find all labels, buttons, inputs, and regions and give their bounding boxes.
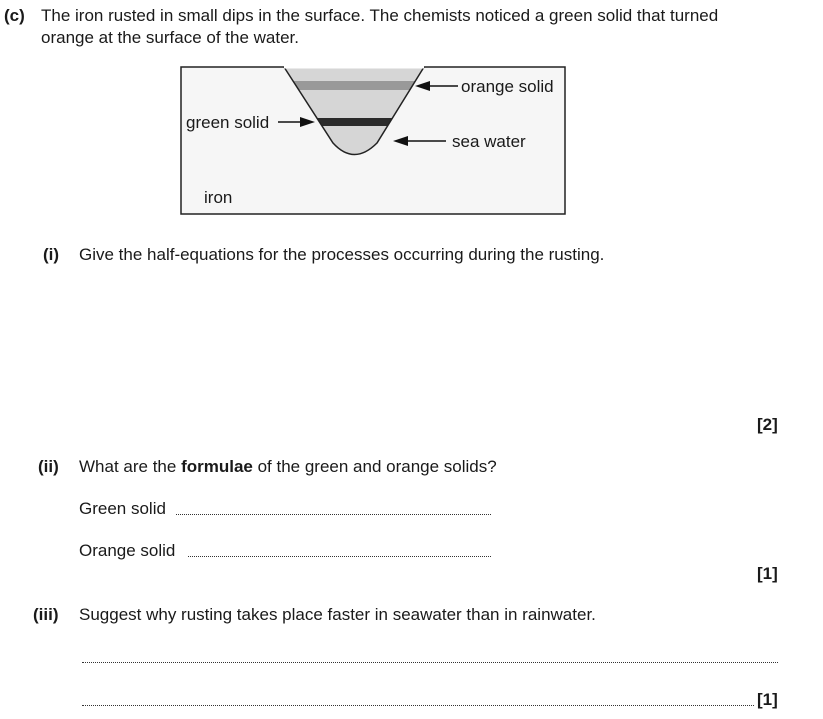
orange-solid-band: [280, 81, 430, 90]
sea-water-label: sea water: [452, 132, 526, 151]
orange-solid-answer-line[interactable]: [188, 556, 491, 557]
orange-solid-label: orange solid: [461, 77, 554, 96]
q-ii-marks: [1]: [757, 564, 778, 583]
rusting-diagram: [0, 0, 823, 230]
part-c-text-line1: The iron rusted in small dips in the surface. The chemists noticed a green solid that turned: [41, 6, 719, 25]
orange-solid-prompt: Orange solid: [79, 541, 176, 560]
green-solid-prompt: Green solid: [79, 499, 166, 518]
iron-label: iron: [204, 188, 233, 207]
q-i-marks: [2]: [757, 415, 778, 434]
part-c-text-line2: orange at the surface of the water.: [41, 28, 299, 47]
q-ii-bold-formulae: formulae: [181, 457, 253, 476]
q-iii-answer-line-2[interactable]: [82, 705, 754, 706]
q-i-label: (i): [43, 245, 60, 264]
green-solid-label: green solid: [186, 113, 270, 132]
q-ii-label: (ii): [38, 457, 59, 476]
green-solid-answer-line[interactable]: [176, 514, 491, 515]
q-iii-text: Suggest why rusting takes place faster in seawater than in rainwater.: [79, 605, 596, 624]
q-ii-text: What are the formulae of the green and orange solids?: [79, 457, 497, 476]
part-c-label: (c): [4, 6, 25, 25]
q-iii-label: (iii): [33, 605, 59, 624]
q-iii-answer-line-1[interactable]: [82, 662, 778, 663]
q-iii-marks: [1]: [757, 690, 778, 709]
q-i-text: Give the half-equations for the processes occurring during the rusting.: [79, 245, 605, 264]
